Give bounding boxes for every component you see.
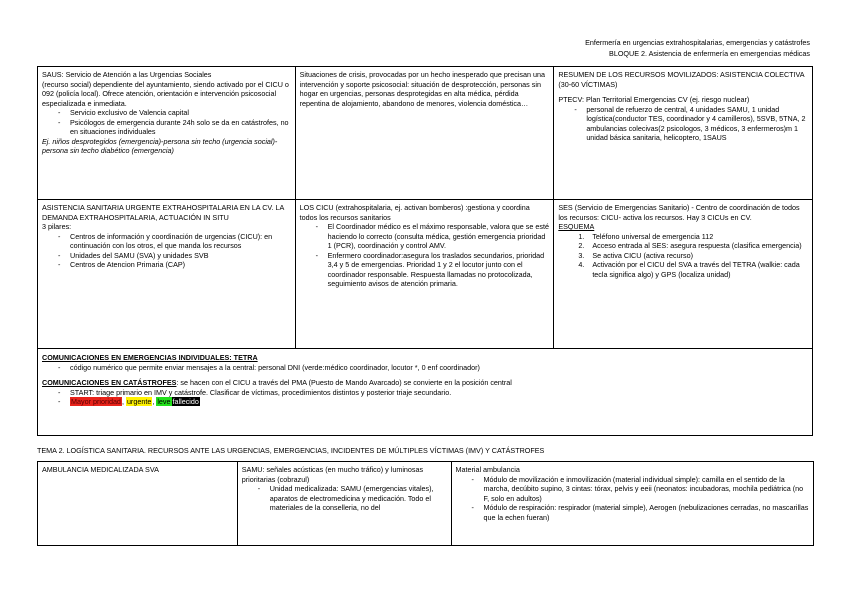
resumen-list <box>558 105 808 143</box>
main-table <box>37 66 813 436</box>
list-item: 2. Acceso entrada al SES: asegura respuesta (clasifica emergencia) <box>586 241 808 251</box>
material-title: Material ambulancia <box>455 465 520 474</box>
list-item: 1. Teléfono universal de emergencia 112 <box>586 232 808 242</box>
list-item: 4. Activación por el CICU del SVA a través del TETRA (walkie: cada tecla significa algo) y GPS (localiza unidad) <box>586 260 808 279</box>
material-list <box>456 475 810 523</box>
ambulancia-title: AMBULANCIA MEDICALIZADA SVA <box>42 465 159 474</box>
samu-list <box>242 484 447 513</box>
list-item: - Psicólogos de emergencia durante 24h solo se da en catástrofes, no en situaciones individuales <box>60 118 291 137</box>
resumen-cell <box>554 67 813 200</box>
page-header <box>585 38 810 60</box>
cicu-cell <box>295 200 554 349</box>
asistencia-list <box>42 232 291 270</box>
esquema-steps <box>558 232 808 280</box>
pilares-label: 3 pilares: <box>42 222 72 231</box>
asistencia-title: ASISTENCIA SANITARIA URGENTE EXTRAHOSPITALARIA EN LA CV. LA DEMANDA EXTRAHOSPITALARIA, ACTUACIÓN IN SITU <box>42 203 284 222</box>
comm-list-individual <box>42 363 808 373</box>
samu-cell <box>237 462 451 546</box>
cicu-list <box>300 222 550 289</box>
list-item: - Módulo de respiración: respirador (material simple), Aerogen (nebulizaciones cerradas, no mascarillas que la echen fueran) <box>474 503 810 522</box>
saus-title: SAUS: Servicio de Atención a las Urgencias Sociales <box>42 70 212 79</box>
saus-text: (recurso social) dependiente del ayuntamiento, siendo activado por el CICU o 092 (policía local). Ofrece atención, orientación e intervención psicosocial especializada e inmediata. <box>42 79 289 108</box>
material-cell <box>451 462 814 546</box>
separator: , <box>152 397 157 406</box>
list-item: - Centros de información y coordinación de urgencias (CICU): en continuación con los otros, el que manda los recursos <box>60 232 291 251</box>
asistencia-cell <box>38 200 296 349</box>
resumen-title: RESUMEN DE LOS RECURSOS MOVILIZADOS: ASISTENCIA COLECTIVA (30-60 VÍCTIMAS) <box>558 70 805 89</box>
ptecv-text: PTECV: Plan Territorial Emergencias CV (ej. riesgo nuclear) <box>558 95 750 104</box>
samu-text: SAMU: señales acústicas (en mucho tráfico) y luminosas prioritarias (cobrazul) <box>241 465 424 484</box>
list-item: - Unidades del SAMU (SVA) y unidades SVB <box>60 251 291 261</box>
tag-yellow: urgente <box>126 397 152 406</box>
comm-title-catastrofes: COMUNICACIONES EN CATÁSTROFES <box>42 378 177 387</box>
list-item: - START: triage primario en IMV y catástrofe. Clasificar de víctimas, procedimientos distintos y posterior triaje secundario. <box>60 388 808 398</box>
list-item: - Módulo de movilización e inmovilización (material individual simple): camilla en el sentido de la marcha, decúbito supino, 3 cintas: tórax, pelvis y eeii (neonatos: incubadoras, mochila pediátrica (no F, solo en adultos) <box>474 475 810 504</box>
ses-cell <box>554 200 813 349</box>
comm-catastrofes-text: : se hacen con el CICU a través del PMA (Puesto de Mando Avarcado) se convierte en la posición central <box>176 378 512 387</box>
comunicaciones-cell <box>38 349 813 436</box>
tag-black: fallecido <box>172 397 199 406</box>
header-line-1: Enfermería en urgencias extrahospitalarias, emergencias y catástrofes <box>585 38 810 47</box>
tema-heading: TEMA 2. LOGÍSTICA SANITARIA. RECURSOS ANTE LAS URGENCIAS, EMERGENCIAS, INCIDENTES DE MÚLTIPLES VÍCTIMAS (IMV) Y CATÁSTROFES <box>37 446 545 455</box>
comm-catastrofes-line <box>42 378 808 388</box>
list-item: - Centros de Atencion Primaria (CAP) <box>60 260 291 270</box>
saus-example: Ej. niños desprotegidos (emergencia)-persona sin techo (urgencia social)-persona sin techo diabético (emergencia) <box>42 136 278 155</box>
crisis-cell <box>295 67 554 200</box>
header-line-2: BLOQUE 2. Asistencia de enfermería en emergencias médicas <box>609 48 810 58</box>
list-item: - Enfermero coordinador:asegura los traslados secundarios, prioridad 3,4 y 5 de emergencias. Prioridad 1 y 2 el locutor junto con el coordinador responsable. Respuesta llamadas no protocolizada, seguimiento avisos de atención primaria. <box>318 251 550 289</box>
cicu-text: LOS CICU (extrahospitalaria, ej. activan bomberos) :gestiona y coordina todos los recursos sanitarios <box>299 203 530 222</box>
esquema-title: ESQUEMA <box>558 222 595 231</box>
ambulancia-cell <box>38 462 238 546</box>
ambulancia-table <box>37 461 814 546</box>
list-item: - personal de refuerzo de central, 4 unidades SAMU, 1 unidad logística(conductor TES, coordinador y 4 camilleros), 5SVB, 5TNA, 2 ambulancias colecivas(2 psicologos, 3 médicos, 3 enfermeros)m 1 unidad básica sanitaria, helicoptero, 1SAUS <box>576 105 808 143</box>
saus-cell <box>38 67 296 200</box>
separator: , <box>121 397 126 406</box>
tag-green: leve <box>157 397 171 406</box>
triage-tags <box>60 397 808 407</box>
list-item: 3. Se activa CICU (activa recurso) <box>586 251 808 261</box>
list-item: - El Coordinador médico es el máximo responsable, valora que se esté haciendo lo correcto (consulta médica, gestión emergencia prioridad 1 (PCR), coordinación y control AMV. <box>318 222 550 251</box>
list-item: - código numérico que permite enviar mensajes a la central: personal DNI (verde:médico coordinador, locutor *, 0 enf coordinador) <box>60 363 808 373</box>
comm-list-catastrofes <box>42 388 808 407</box>
tag-red: Mayor prioridad <box>71 397 121 406</box>
crisis-text: Situaciones de crisis, provocadas por un hecho inesperado que precisan una intervención y soporte psicosocial: situación de desprotección, personas sin hogar en urgencias, personas desprotegidas en alta médica, pérdida repentina de alojamiento, abandono de menores, violencia doméstica… <box>299 70 545 108</box>
list-item: - Unidad medicalizada: SAMU (emergencias vitales), aparatos de electromedicina y medicación. Todo el materiales de la conselleria, no del <box>260 484 447 513</box>
list-item: - Servicio exclusivo de Valencia capital <box>60 108 291 118</box>
saus-list <box>42 108 291 137</box>
comm-title-individual: COMUNICACIONES EN EMERGENCIAS INDIVIDUALES: TETRA <box>42 353 258 362</box>
ses-text: SES (Servicio de Emergencias Sanitario) - Centro de coordinación de todos los recursos: CICU- activa los recursos. Hay 3 CICUs en CV. <box>558 203 800 222</box>
